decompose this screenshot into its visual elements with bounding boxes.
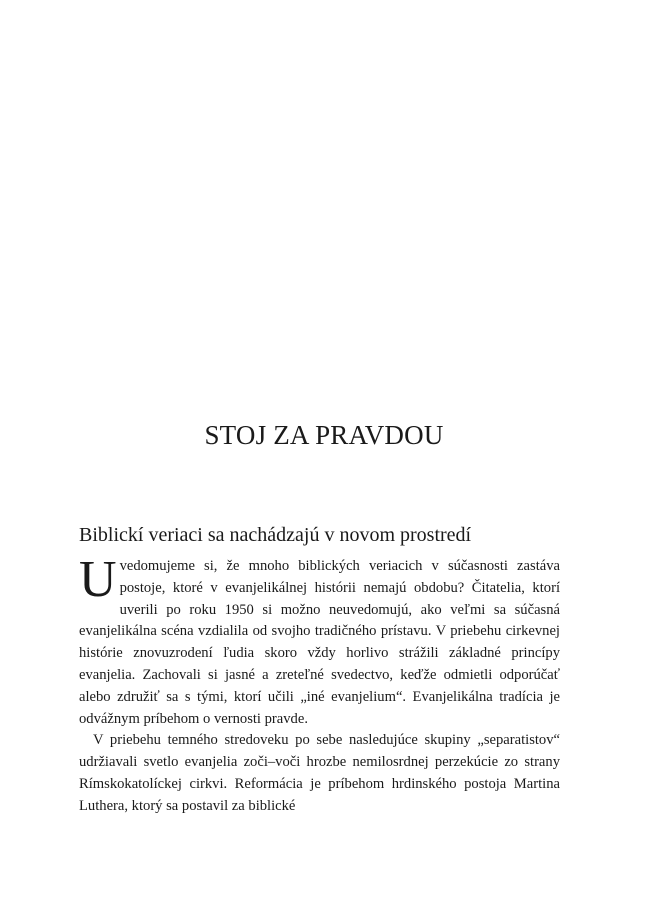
- paragraph-first-text: vedomujeme si, že mnoho biblických veriacich v súčasnosti zastáva postoje, ktoré v evanjelikálnej histórii nemajú obdobu? Čitatelia, ktorí uverili po roku 1950 si možno neuvedomujú, ako veľmi sa súčasná evanjelikálna scéna vzdialila od svojho tradičného prístavu. V priebehu cirkevnej histórie znovuzrodení ľudia skoro vždy horlivo strážili základné princípy evanjelia. Zachovali si jasné a zreteľné svedectvo, keďže odmietli odporúčať alebo združiť sa s tými, ktorí učili „iné evanjelium“. Evanjelikálna tradícia je odvážnym príbehom o vernosti pravde.: [79, 558, 560, 727]
- chapter-title: STOJ ZA PRAVDOU: [204, 420, 444, 450]
- paragraph-second: V priebehu temného stredoveku po sebe nasledujúce skupiny „separatistov“ udržiavali svetlo evanjelia zoči–voči hrozbe nemilosrdnej perzekúcie zo strany Rímskokatolíckej cirkvi. Reformácia je príbehom hrdinského postoja Martina Luthera, ktorý sa postavil za biblické: [79, 732, 560, 814]
- paragraph-first: [79, 551, 560, 730]
- section-heading: Biblickí veriaci sa nachádzajú v novom prostredí: [79, 524, 472, 546]
- drop-cap: U: [79, 551, 117, 608]
- body-text: [79, 551, 560, 818]
